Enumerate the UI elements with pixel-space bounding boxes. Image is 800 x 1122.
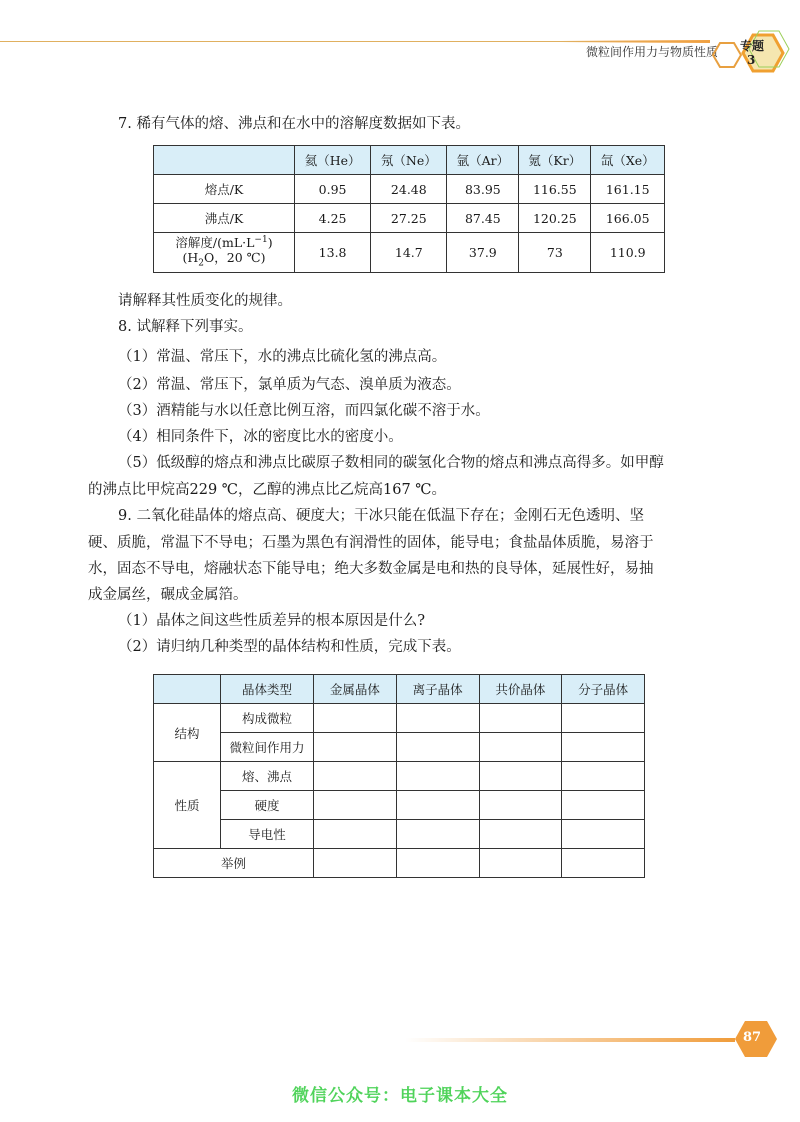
- answer-cell[interactable]: [562, 733, 645, 762]
- table-header-cell: [154, 146, 295, 175]
- q8-text: 8. 试解释下列事实。: [118, 319, 253, 335]
- answer-cell[interactable]: [562, 849, 645, 878]
- table-row: [154, 233, 665, 273]
- answer-cell[interactable]: [314, 849, 397, 878]
- row-label: 硬度: [221, 791, 314, 820]
- answer-cell[interactable]: [396, 704, 479, 733]
- answer-cell[interactable]: [314, 733, 397, 762]
- chapter-badge-number: 3: [747, 53, 756, 67]
- table-row: [154, 762, 645, 791]
- table-row: [154, 175, 665, 204]
- table-cell: 0.95: [295, 175, 371, 204]
- table-cell: 161.15: [591, 175, 665, 204]
- q9-line: 水，固态不导电，熔融状态下能导电；绝大多数金属是电和热的良导体，延展性好，易抽: [88, 561, 654, 577]
- table-cell: 37.9: [447, 233, 519, 273]
- table-row: [154, 849, 645, 878]
- answer-cell[interactable]: [479, 791, 562, 820]
- row-label: 熔点/K: [154, 175, 295, 204]
- table-header-cell: 氦（He）: [295, 146, 371, 175]
- table-cell: 14.7: [371, 233, 447, 273]
- answer-cell[interactable]: [479, 733, 562, 762]
- table-cell: 27.25: [371, 204, 447, 233]
- header-rule: [0, 41, 710, 42]
- group-label-property: 性质: [154, 762, 221, 849]
- table-cell: 73: [519, 233, 591, 273]
- answer-cell[interactable]: [314, 762, 397, 791]
- answer-cell[interactable]: [479, 704, 562, 733]
- answer-cell[interactable]: [479, 849, 562, 878]
- answer-cell[interactable]: [396, 791, 479, 820]
- answer-cell[interactable]: [314, 820, 397, 849]
- table-header-cell: 氩（Ar）: [447, 146, 519, 175]
- table-header-cell: 离子晶体: [396, 675, 479, 704]
- footer-rule: [405, 1038, 735, 1042]
- q8-item: （5）低级醇的熔点和沸点比碳原子数相同的碳氢化合物的熔点和沸点高得多。如甲醇: [118, 455, 664, 471]
- q9-line: 成金属丝，碾成金属箔。: [88, 587, 248, 603]
- watermark: 微信公众号：电子课本大全: [292, 1086, 508, 1106]
- answer-cell[interactable]: [396, 762, 479, 791]
- table-row: [154, 204, 665, 233]
- crystal-table: [153, 674, 645, 878]
- q8-item: （1）常温、常压下，水的沸点比硫化氢的沸点高。: [118, 349, 447, 365]
- row-label: 构成微粒: [221, 704, 314, 733]
- q7-prompt: 请解释其性质变化的规律。: [118, 293, 292, 309]
- q8-item: （3）酒精能与水以任意比例互溶，而四氯化碳不溶于水。: [118, 403, 490, 419]
- q7-text: 7. 稀有气体的熔、沸点和在水中的溶解度数据如下表。: [118, 116, 470, 132]
- row-label-example: 举例: [154, 849, 314, 878]
- table-header-cell: 氖（Ne）: [371, 146, 447, 175]
- table-cell: 120.25: [519, 204, 591, 233]
- answer-cell[interactable]: [562, 791, 645, 820]
- table-header-cell: [154, 675, 221, 704]
- table-header-cell: 金属晶体: [314, 675, 397, 704]
- table-row: [154, 791, 645, 820]
- answer-cell[interactable]: [314, 704, 397, 733]
- row-label: 沸点/K: [154, 204, 295, 233]
- table-header-cell: 分子晶体: [562, 675, 645, 704]
- answer-cell[interactable]: [314, 791, 397, 820]
- table-cell: 166.05: [591, 204, 665, 233]
- table-header-cell: 氪（Kr）: [519, 146, 591, 175]
- answer-cell[interactable]: [396, 733, 479, 762]
- table-cell: 13.8: [295, 233, 371, 273]
- chapter-title: 微粒间作用力与物质性质: [586, 45, 719, 59]
- table-row: [154, 704, 645, 733]
- q8-item: （4）相同条件下，冰的密度比水的密度小。: [118, 429, 403, 445]
- answer-cell[interactable]: [562, 704, 645, 733]
- q8-item: （2）常温、常压下，氯单质为气态、溴单质为液态。: [118, 377, 461, 393]
- table-header-cell: 共价晶体: [479, 675, 562, 704]
- answer-cell[interactable]: [562, 820, 645, 849]
- table-header-row: [154, 146, 665, 175]
- table-header-cell: 氙（Xe）: [591, 146, 665, 175]
- table-header-cell: 晶体类型: [221, 675, 314, 704]
- noble-gas-table: [153, 145, 665, 273]
- table-row: [154, 733, 645, 762]
- table-cell: 110.9: [591, 233, 665, 273]
- page-number: 87: [743, 1030, 762, 1045]
- table-row: [154, 820, 645, 849]
- row-label: 微粒间作用力: [221, 733, 314, 762]
- table-header-row: [154, 675, 645, 704]
- q9-sub2: （2）请归纳几种类型的晶体结构和性质，完成下表。: [118, 639, 461, 655]
- answer-cell[interactable]: [562, 762, 645, 791]
- answer-cell[interactable]: [479, 762, 562, 791]
- table-cell: 87.45: [447, 204, 519, 233]
- q9-line: 9. 二氧化硅晶体的熔点高、硬度大；干冰只能在低温下存在；金刚石无色透明、坚: [118, 508, 644, 524]
- table-cell: 24.48: [371, 175, 447, 204]
- table-cell: 4.25: [295, 204, 371, 233]
- row-label: 导电性: [221, 820, 314, 849]
- answer-cell[interactable]: [479, 820, 562, 849]
- chapter-badge-label: 专题: [740, 39, 765, 53]
- table-cell: 116.55: [519, 175, 591, 204]
- group-label-structure: 结构: [154, 704, 221, 762]
- row-label-solubility: 溶解度$/(mL\cdot L^{-1})$ ($H_2O$，20 ℃): [154, 233, 295, 273]
- table-cell: 83.95: [447, 175, 519, 204]
- row-label: 熔、沸点: [221, 762, 314, 791]
- q9-sub1: （1）晶体之间这些性质差异的根本原因是什么?: [118, 613, 425, 629]
- answer-cell[interactable]: [396, 820, 479, 849]
- answer-cell[interactable]: [396, 849, 479, 878]
- q8-item-cont: 的沸点比甲烷高229 ℃，乙醇的沸点比乙烷高167 ℃。: [88, 482, 447, 498]
- q9-line: 硬、质脆，常温下不导电；石墨为黑色有润滑性的固体，能导电；食盐晶体质脆，易溶于: [88, 535, 654, 551]
